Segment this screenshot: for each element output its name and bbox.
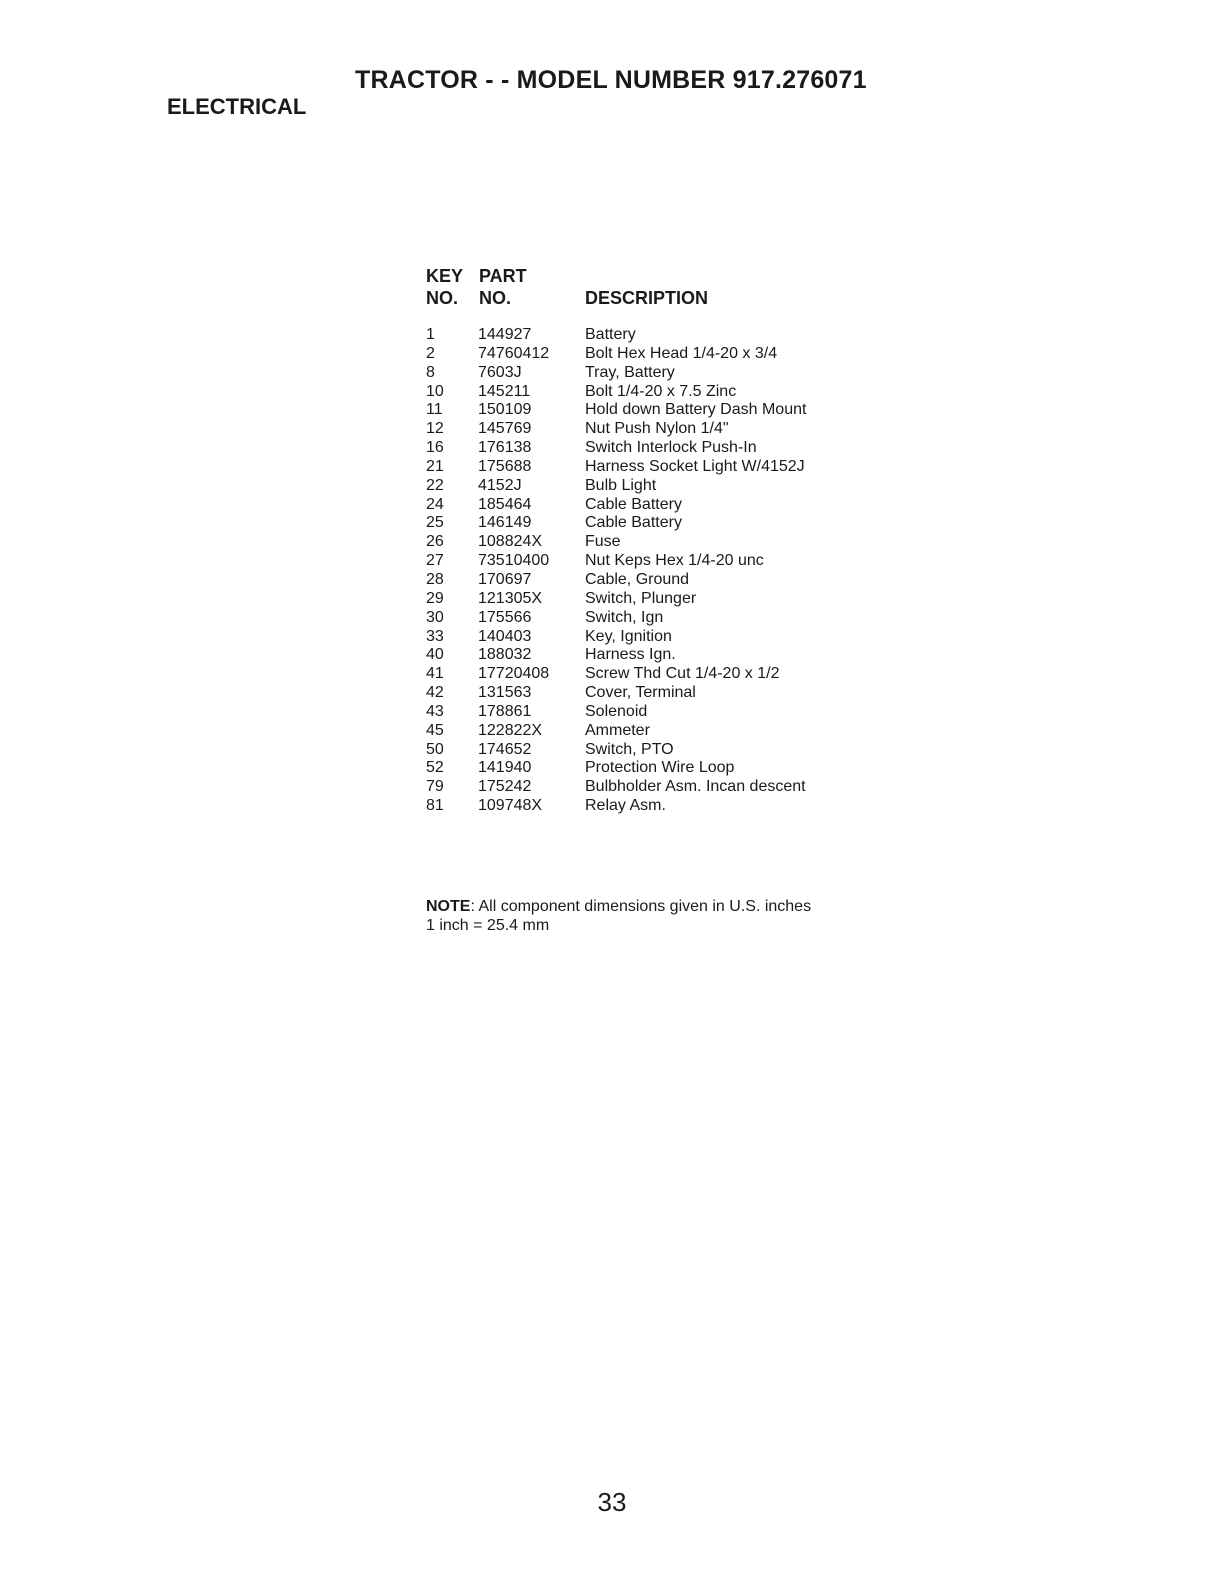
header-key-line2: NO. [426, 288, 459, 308]
key-no: 29 [426, 589, 444, 607]
note-label: NOTE [426, 898, 471, 915]
part-no: 121305X [478, 589, 543, 607]
part-description: Nut Keps Hex 1/4-20 unc [585, 552, 764, 570]
key-no: 1 [426, 326, 435, 343]
table-row [426, 477, 946, 496]
key-no: 45 [426, 721, 444, 739]
part-no: 150109 [478, 401, 532, 419]
part-no: 73510400 [478, 552, 550, 570]
key-no: 41 [426, 665, 444, 683]
table-row [426, 628, 946, 647]
table-row [426, 722, 946, 741]
key-no: 12 [426, 420, 444, 438]
table-row [426, 703, 946, 722]
parts-table [426, 264, 946, 816]
part-no: 17720408 [478, 665, 550, 683]
table-row [426, 326, 946, 345]
part-no: 144927 [478, 326, 532, 343]
part-no: 146149 [478, 514, 532, 532]
part-no: 140403 [478, 627, 532, 645]
table-row [426, 590, 946, 609]
part-description: Bolt 1/4-20 x 7.5 Zinc [585, 382, 737, 400]
part-description: Protection Wire Loop [585, 759, 735, 777]
key-no: 33 [426, 627, 444, 645]
key-no: 79 [426, 778, 444, 796]
key-no: 11 [426, 401, 443, 419]
key-no: 24 [426, 495, 444, 513]
table-row [426, 552, 946, 571]
table-row [426, 514, 946, 533]
header-description: DESCRIPTION [585, 288, 709, 308]
part-description: Switch, PTO [585, 740, 674, 758]
table-row [426, 741, 946, 760]
part-no: 185464 [478, 495, 532, 513]
table-row [426, 383, 946, 402]
key-no: 30 [426, 608, 444, 626]
part-no: 145769 [478, 420, 532, 438]
table-row [426, 609, 946, 628]
part-no: 176138 [478, 439, 532, 457]
key-no: 21 [426, 457, 444, 475]
part-no: 108824X [478, 533, 543, 551]
table-row [426, 420, 946, 439]
part-description: Screw Thd Cut 1/4-20 x 1/2 [585, 665, 780, 683]
part-description: Harness Socket Light W/4152J [585, 457, 805, 475]
key-no: 28 [426, 570, 444, 588]
part-no: 174652 [478, 740, 532, 758]
section-title: ELECTRICAL [167, 94, 307, 119]
part-description: Ammeter [585, 721, 650, 739]
part-description: Hold down Battery Dash Mount [585, 401, 807, 419]
table-row [426, 458, 946, 477]
part-description: Cable Battery [585, 514, 682, 532]
table-row [426, 533, 946, 552]
header-key-line1: KEY [426, 266, 464, 286]
note-line1 [426, 897, 811, 916]
part-no: 175688 [478, 457, 532, 475]
table-header [426, 264, 946, 316]
key-no: 50 [426, 740, 444, 758]
part-description: Bulbholder Asm. Incan descent [585, 778, 806, 796]
part-description: Battery [585, 326, 636, 343]
key-no: 22 [426, 476, 444, 494]
part-no: 141940 [478, 759, 532, 777]
part-no: 178861 [478, 702, 532, 720]
table-body [426, 326, 946, 816]
part-no: 74760412 [478, 344, 550, 362]
table-row [426, 439, 946, 458]
part-description: Key, Ignition [585, 627, 672, 645]
part-no: 4152J [478, 476, 522, 494]
key-no: 8 [426, 363, 435, 381]
part-description: Nut Push Nylon 1/4" [585, 420, 729, 438]
table-row [426, 684, 946, 703]
key-no: 81 [426, 797, 444, 815]
part-description: Solenoid [585, 702, 648, 720]
page-title: TRACTOR - - MODEL NUMBER 917.276071 [355, 66, 867, 94]
part-description: Bolt Hex Head 1/4-20 x 3/4 [585, 344, 778, 362]
key-no: 52 [426, 759, 444, 777]
table-row [426, 496, 946, 515]
key-no: 43 [426, 702, 444, 720]
part-description: Switch, Ign [585, 608, 664, 626]
part-no: 175242 [478, 778, 532, 796]
table-row [426, 646, 946, 665]
key-no: 27 [426, 552, 444, 570]
table-row [426, 778, 946, 797]
part-description: Cable Battery [585, 495, 682, 513]
header-part-line1: PART [479, 266, 527, 286]
key-no: 2 [426, 344, 435, 362]
note-conversion: 1 inch = 25.4 mm [426, 917, 550, 934]
header-part-line2: NO. [479, 288, 512, 308]
key-no: 26 [426, 533, 444, 551]
table-row [426, 665, 946, 684]
table-row [426, 345, 946, 364]
key-no: 16 [426, 439, 444, 457]
part-description: Fuse [585, 533, 621, 551]
key-no: 40 [426, 646, 444, 664]
part-no: 122822X [478, 721, 543, 739]
part-no: 170697 [478, 570, 532, 588]
table-row [426, 759, 946, 778]
part-description: Cover, Terminal [585, 684, 696, 702]
note [426, 897, 811, 935]
key-no: 10 [426, 382, 444, 400]
part-description: Switch, Plunger [585, 589, 697, 607]
key-no: 25 [426, 514, 444, 532]
page-number: 33 [597, 1487, 627, 1517]
part-description: Switch Interlock Push-In [585, 439, 757, 457]
table-row [426, 571, 946, 590]
part-no: 7603J [478, 363, 522, 381]
table-row [426, 401, 946, 420]
part-description: Bulb Light [585, 476, 657, 494]
part-description: Cable, Ground [585, 570, 690, 588]
part-no: 145211 [478, 382, 531, 400]
part-no: 131563 [478, 684, 532, 702]
part-no: 175566 [478, 608, 532, 626]
part-no: 188032 [478, 646, 532, 664]
part-no: 109748X [478, 797, 543, 815]
table-row [426, 797, 946, 816]
table-row [426, 364, 946, 383]
key-no: 42 [426, 684, 444, 702]
part-description: Tray, Battery [585, 363, 675, 381]
part-description: Harness Ign. [585, 646, 676, 664]
part-description: Relay Asm. [585, 797, 666, 815]
note-text: : All component dimensions given in U.S. inches [470, 898, 812, 915]
